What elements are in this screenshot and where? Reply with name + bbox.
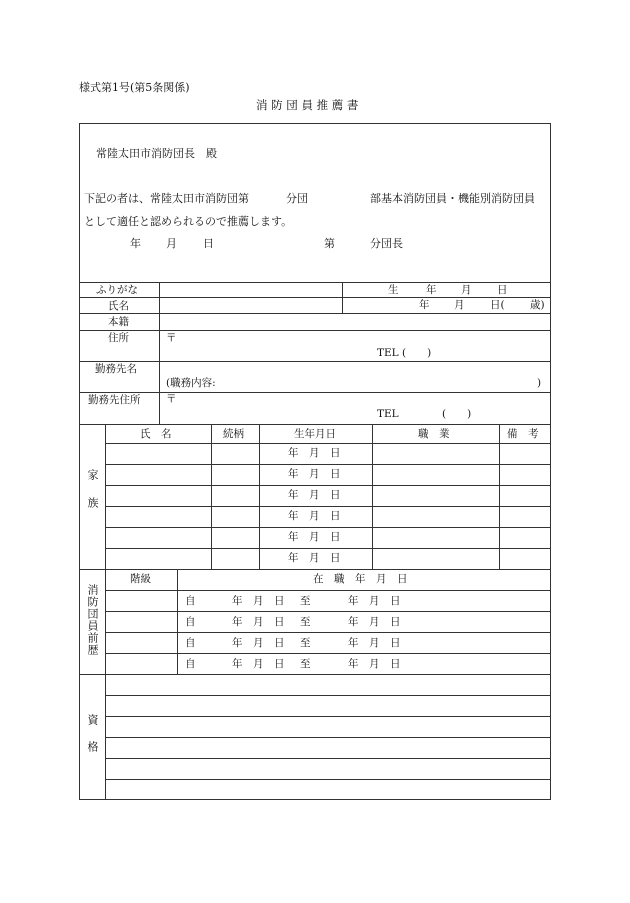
career-from-date: 年 月 日 [232,658,285,670]
career-to-date: 年 月 日 [348,616,401,628]
family-header-note: 備 考 [507,428,539,440]
birth-year: 年 [426,284,437,296]
date-year: 年 [130,237,141,250]
career-to-date: 年 月 日 [348,637,401,649]
birth-day: 日 [497,284,508,296]
furigana-label: ふりがな [96,284,138,296]
work-postal-mark: 〒 [166,393,177,405]
career-to: 至 [300,616,311,628]
date-day: 日 [203,237,214,250]
work-tel-label: TEL [377,408,399,420]
age-day-open: 日( [490,299,505,311]
intro-line1-c: 部基本消防団員・機能別消防団員 [370,192,535,205]
date-month: 月 [166,237,177,250]
honseki-label: 本籍 [108,316,129,328]
duty-open: (職務内容: [166,377,216,389]
career-to-date: 年 月 日 [348,658,401,670]
branch-chief: 分団長 [370,237,403,250]
family-row-date: 年 月 日 [288,510,341,522]
work-tel-paren: ( ) [442,408,472,420]
family-row-date: 年 月 日 [288,468,341,480]
career-from: 自 [185,637,196,649]
career-to: 至 [300,637,311,649]
birth-sei: 生 [388,284,399,296]
career-from: 自 [185,658,196,670]
family-row-date: 年 月 日 [288,447,341,459]
age-month: 月 [454,299,465,311]
career-from-date: 年 月 日 [232,595,285,607]
workplace-label: 勤務先名 [95,363,137,375]
career-from: 自 [185,616,196,628]
career-to: 至 [300,595,311,607]
address-label: 住所 [108,332,129,344]
home-tel: TEL ( ) [377,347,432,359]
career-from: 自 [185,595,196,607]
family-header-name: 氏 名 [140,428,172,440]
work-address-label: 勤務先住所 [88,394,141,406]
family-header-occupation: 職 業 [418,428,450,440]
form-number: 様式第1号(第5条関係) [79,81,190,94]
page-title: 消 防 団 員 推 薦 書 [256,98,359,112]
intro-line2: として適任と認められるので推薦します。 [84,215,293,228]
age-year: 年 [419,299,430,311]
career-rank-label: 階級 [130,573,151,585]
career-section-label: 消防団員前歴 [86,584,99,656]
intro-line1-b: 分団 [286,192,308,205]
career-to: 至 [300,658,311,670]
career-from-date: 年 月 日 [232,637,285,649]
postal-mark: 〒 [166,332,177,344]
branch-no: 第 [324,237,335,250]
career-to-date: 年 月 日 [348,595,401,607]
family-section-label: 家族 [86,469,99,525]
birth-month: 月 [461,284,472,296]
family-row-date: 年 月 日 [288,489,341,501]
age-close: 歳) [530,299,545,311]
duty-close: ) [537,377,542,389]
career-from-date: 年 月 日 [232,616,285,628]
family-header-relation: 続柄 [223,428,244,440]
career-period-label: 在 職 年 月 日 [313,573,408,585]
addressee: 常陸太田市消防団長 殿 [96,147,217,160]
qualifications-section-label: 資格 [86,714,99,768]
family-row-date: 年 月 日 [288,552,341,564]
family-row-date: 年 月 日 [288,531,341,543]
family-header-birth: 生年月日 [294,428,336,440]
intro-line1-a: 下記の者は、常陸太田市消防団第 [84,192,249,205]
name-label: 氏名 [108,300,129,312]
